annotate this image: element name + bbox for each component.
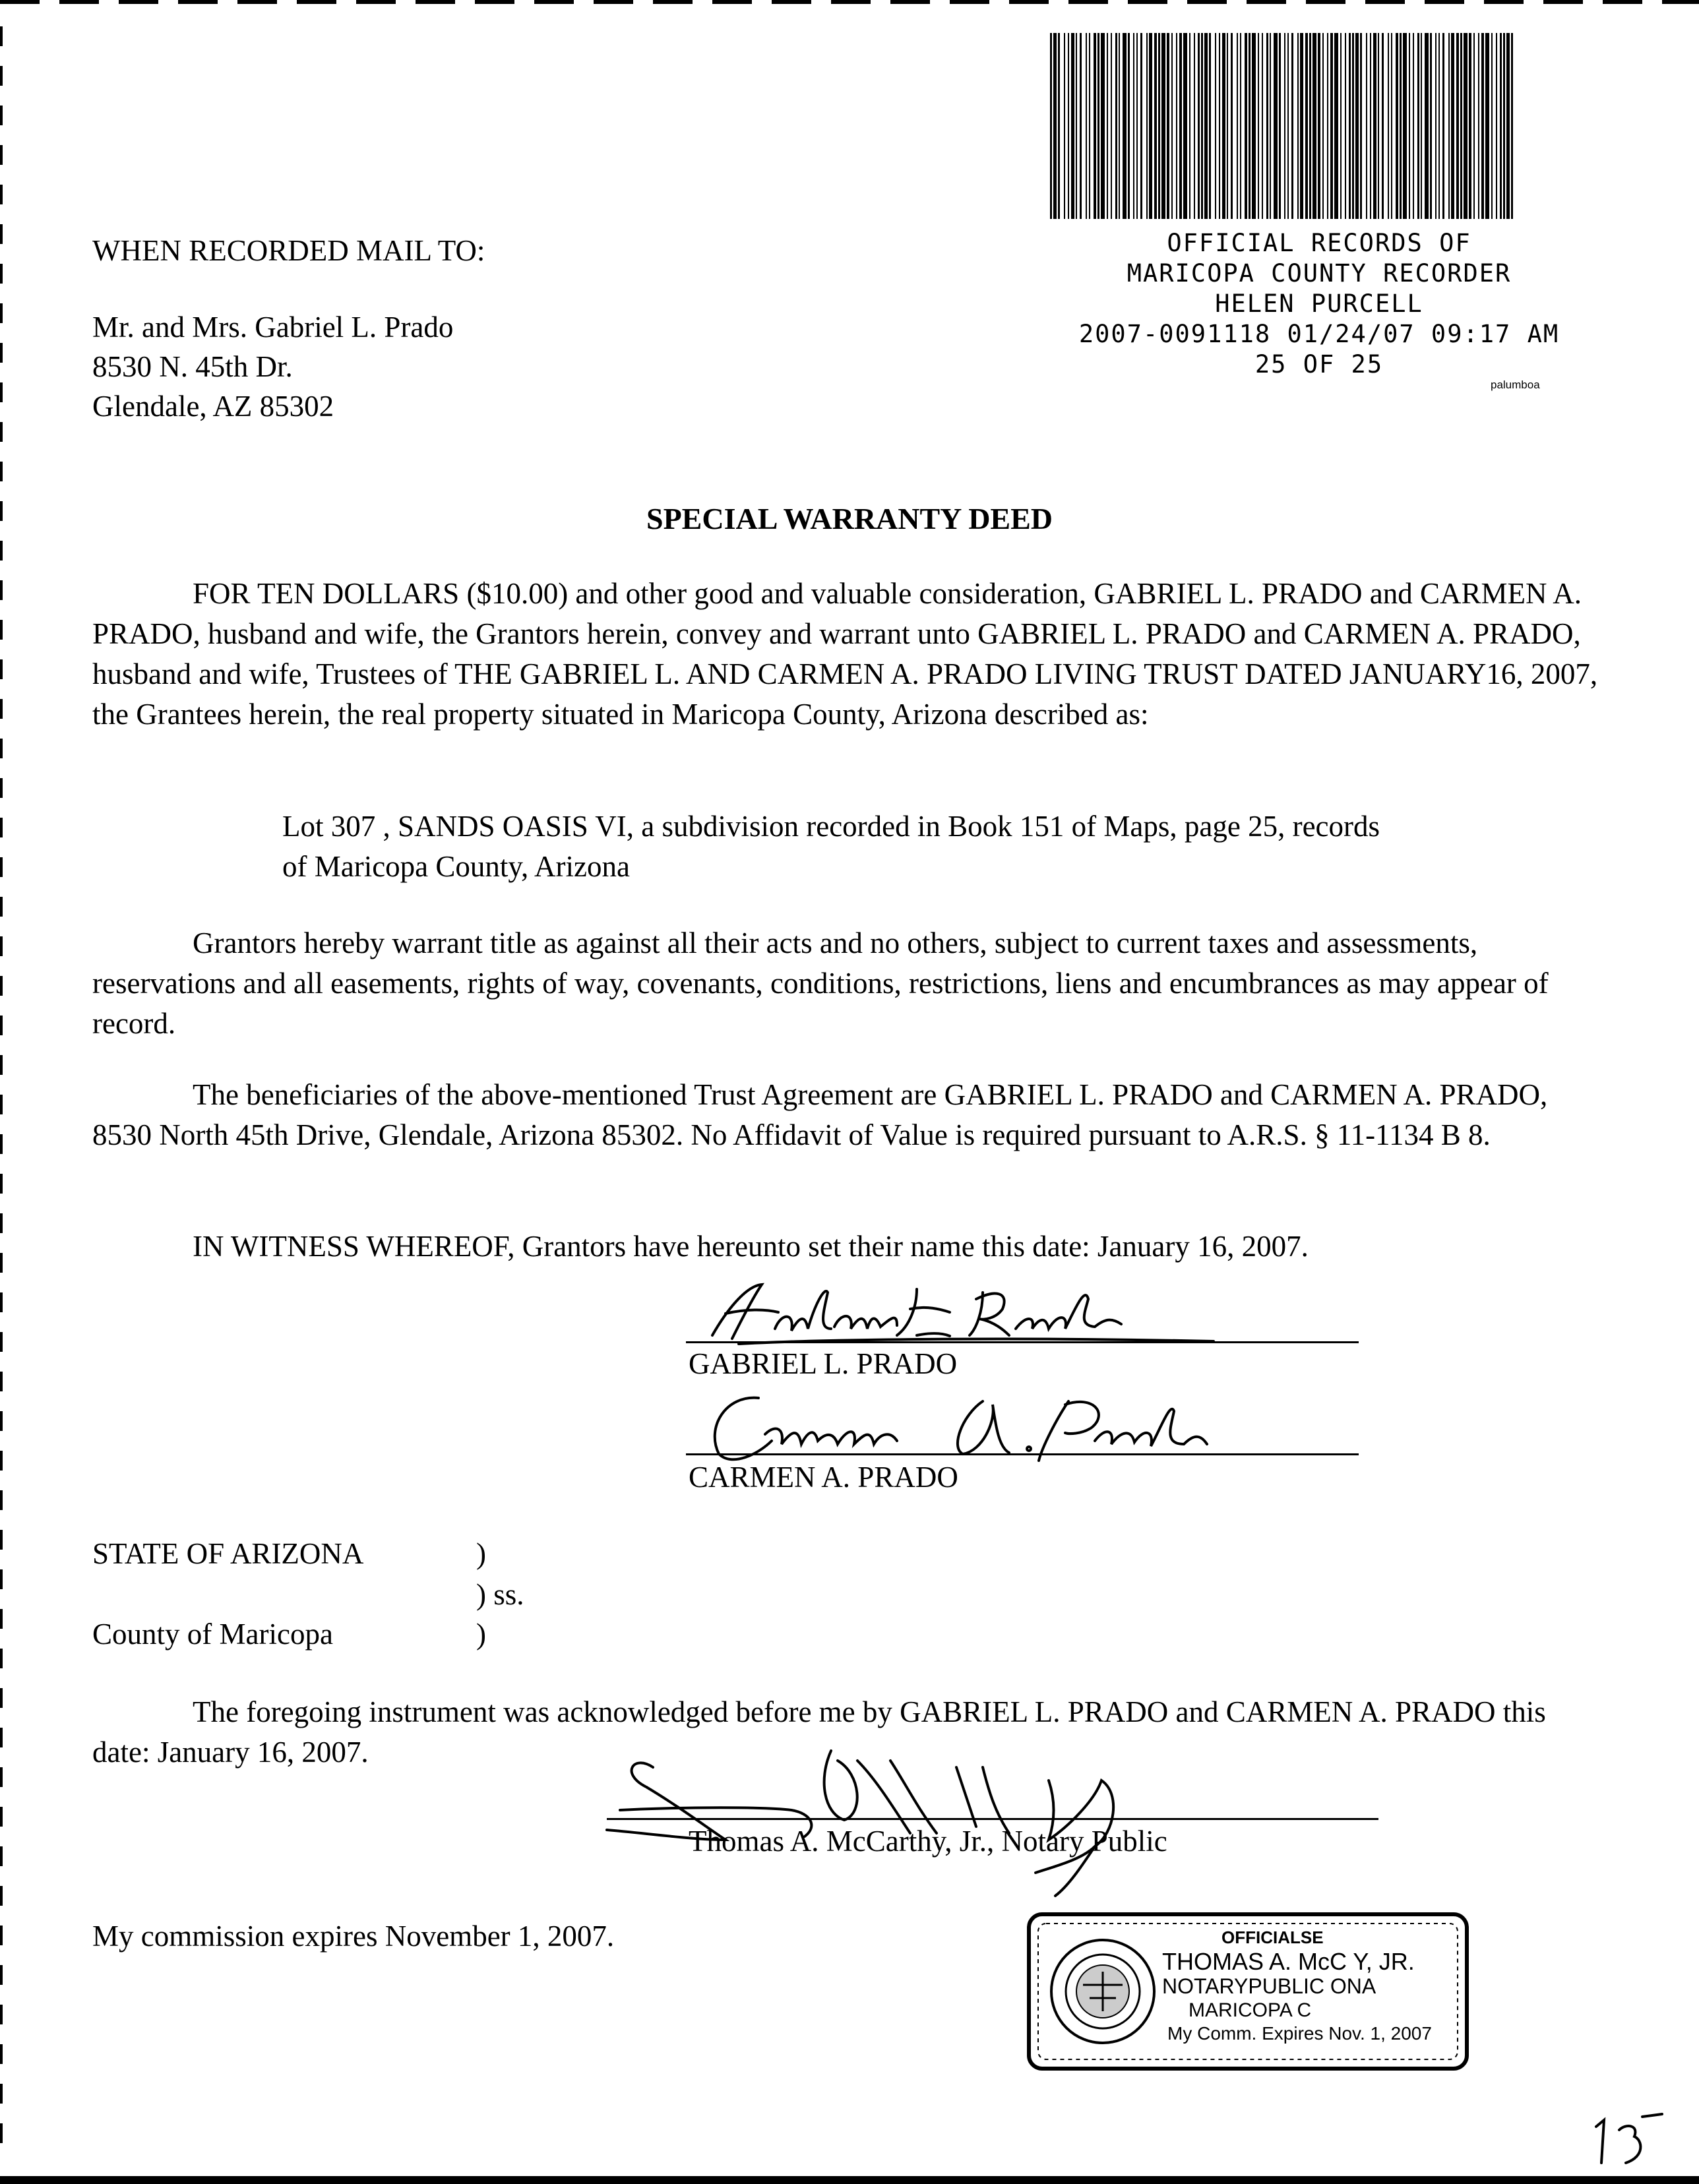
barcode-bar bbox=[1355, 33, 1359, 219]
recorder-line-3: HELEN PURCELL bbox=[1215, 289, 1423, 318]
barcode-bar bbox=[1215, 33, 1216, 219]
notary-seal bbox=[1024, 1909, 1472, 2074]
grantor1-signature-line bbox=[686, 1341, 1359, 1343]
barcode-bar bbox=[1322, 33, 1324, 219]
seal-line-5: My Comm. Expires Nov. 1, 2007 bbox=[1167, 2023, 1432, 2044]
barcode-bar bbox=[1064, 33, 1065, 219]
recorder-line-2: MARICOPA COUNTY RECORDER bbox=[1127, 259, 1512, 288]
barcode-bar bbox=[1115, 33, 1117, 219]
page-count: 25 OF 25 bbox=[1254, 350, 1384, 379]
barcode-bar bbox=[1435, 33, 1436, 219]
barcode-bar bbox=[1287, 33, 1289, 219]
barcode-bar bbox=[1464, 33, 1467, 219]
barcode-bar bbox=[1425, 33, 1429, 219]
barcode-bar bbox=[1053, 33, 1057, 219]
barcode-bar bbox=[1171, 33, 1173, 219]
barcode-bar bbox=[1136, 33, 1138, 219]
barcode-bar bbox=[1403, 33, 1407, 219]
barcode-bar bbox=[1076, 33, 1077, 219]
notary-name-line: Thomas A. McCarthy, Jr., Notary Public bbox=[689, 1825, 1167, 1858]
barcode-bar bbox=[1123, 33, 1127, 219]
barcode-bar bbox=[1149, 33, 1152, 219]
barcode-bar bbox=[1258, 33, 1259, 219]
barcode-bar bbox=[1201, 33, 1203, 219]
conveyance-paragraph: FOR TEN DOLLARS ($10.00) and other good and valuable consideration, GABRIEL L. PRADO and CARMEN A. PRADO, husband and wife, the Grantors herein, convey and warrant unto GABRIEL L. PRADO and CARMEN A. PRADO, husband and wife, Trustees of THE GABRIEL L. AND CARMEN A. PRADO LIVING TRUST DATED JANUARY16, 2007, the Grantees herein, the real property situated in Maricopa County, Arizona described as: bbox=[92, 577, 1598, 731]
venue-paren-1: ) bbox=[476, 1537, 486, 1570]
commission-expiration: My commission expires November 1, 2007. bbox=[92, 1920, 615, 1953]
page-edge-bottom bbox=[0, 2176, 1699, 2184]
barcode-bar bbox=[1240, 33, 1241, 219]
page-edge-top bbox=[0, 0, 1699, 4]
barcode-bar bbox=[1101, 33, 1105, 219]
grantor2-signature bbox=[699, 1388, 1280, 1467]
page-edge-left bbox=[0, 26, 3, 2150]
barcode-bar bbox=[1094, 33, 1096, 219]
barcode-bar bbox=[1270, 33, 1271, 219]
barcode-bar bbox=[1438, 33, 1440, 219]
barcode-bar bbox=[1345, 33, 1346, 219]
barcode-bar bbox=[1209, 33, 1211, 219]
barcode-bar bbox=[1274, 33, 1278, 219]
barcode-bar bbox=[1334, 33, 1338, 219]
barcode-bar bbox=[1111, 33, 1112, 219]
barcode-bar bbox=[1245, 33, 1247, 219]
barcode-bar bbox=[1194, 33, 1195, 219]
venue-ss: ) ss. bbox=[476, 1578, 524, 1611]
barcode-bar bbox=[1349, 33, 1351, 219]
barcode-bar bbox=[1167, 33, 1169, 219]
barcode-bar bbox=[1284, 33, 1285, 219]
grantor2-signature-line bbox=[686, 1453, 1359, 1455]
seal-line-1: OFFICIALSE bbox=[1221, 1927, 1324, 1947]
barcode-bar bbox=[1473, 33, 1475, 219]
barcode-bar bbox=[1409, 33, 1410, 219]
barcode-bar bbox=[1071, 33, 1074, 219]
barcode-bar bbox=[1373, 33, 1376, 219]
barcode-bar bbox=[1068, 33, 1069, 219]
barcode-bar bbox=[1485, 33, 1489, 219]
notary-signature-line bbox=[607, 1818, 1378, 1820]
barcode-bar bbox=[1161, 33, 1165, 219]
barcode-bar bbox=[1050, 33, 1052, 219]
witness-paragraph: IN WITNESS WHEREOF, Grantors have hereunto set their name this date: January 16, 2007. bbox=[193, 1230, 1309, 1263]
barcode-bar bbox=[1460, 33, 1462, 219]
grantor1-name: GABRIEL L. PRADO bbox=[689, 1347, 958, 1380]
recorder-line-1: OFFICIAL RECORDS OF bbox=[1167, 229, 1471, 257]
barcode-bar bbox=[1421, 33, 1422, 219]
barcode-bar bbox=[1396, 33, 1398, 219]
barcode-bar bbox=[1291, 33, 1293, 219]
recording-number: 2007-0091118 01/24/07 09:17 AM bbox=[1078, 320, 1560, 348]
barcode-bar bbox=[1146, 33, 1148, 219]
seal-line-2: THOMAS A. McC Y, JR. bbox=[1162, 1948, 1415, 1975]
barcode-bar bbox=[1128, 33, 1130, 219]
grantor1-signature bbox=[699, 1273, 1227, 1345]
barcode-bar bbox=[1360, 33, 1362, 219]
barcode-bar bbox=[1300, 33, 1303, 219]
barcode-bar bbox=[1506, 33, 1510, 219]
document-title: SPECIAL WARRANTY DEED bbox=[646, 502, 1053, 535]
warranty-paragraph: Grantors hereby warrant title as against all their acts and no others, subject to current taxes and assessments, reservations and all easements, rights of way, covenants, conditions, restrictions, liens and encumbrances as may appear of record. bbox=[92, 926, 1549, 1040]
legal-description: Lot 307 , SANDS OASIS VI, a subdivision recorded in Book 151 of Maps, page 25, records of Maricopa County, Arizona bbox=[282, 810, 1380, 883]
barcode-bar bbox=[1231, 33, 1233, 219]
barcode-bar bbox=[1366, 33, 1367, 219]
notary-signature bbox=[594, 1741, 1253, 1899]
barcode-bar bbox=[1179, 33, 1182, 219]
barcode-bar bbox=[1382, 33, 1384, 219]
barcode-bar bbox=[1469, 33, 1471, 219]
barcode-bar bbox=[1305, 33, 1308, 219]
barcode-bar bbox=[1279, 33, 1281, 219]
barcode-bar bbox=[1330, 33, 1333, 219]
mail-to-city: Glendale, AZ 85302 bbox=[92, 390, 334, 423]
barcode-bar bbox=[1318, 33, 1320, 219]
barcode-bar bbox=[1266, 33, 1268, 219]
seal-line-4: MARICOPA C bbox=[1189, 1999, 1312, 2021]
barcode-bar bbox=[1391, 33, 1392, 219]
barcode-bar bbox=[1352, 33, 1354, 219]
barcode-bar bbox=[1183, 33, 1187, 219]
barcode-bar bbox=[1262, 33, 1263, 219]
barcode-bar bbox=[1086, 33, 1087, 219]
barcode-bar bbox=[1119, 33, 1120, 219]
recorder-stamp bbox=[1035, 228, 1603, 380]
barcode-bar bbox=[1430, 33, 1432, 219]
barcode-bar bbox=[1378, 33, 1379, 219]
barcode-bar bbox=[1198, 33, 1200, 219]
barcode-bar bbox=[1478, 33, 1479, 219]
venue-state: STATE OF ARIZONA bbox=[92, 1537, 364, 1570]
barcode-bar bbox=[1388, 33, 1389, 219]
barcode-bar bbox=[1511, 33, 1513, 219]
barcode-bar bbox=[1417, 33, 1419, 219]
barcode-bar bbox=[1400, 33, 1402, 219]
acknowledgment-paragraph: The foregoing instrument was acknowledged before me by GABRIEL L. PRADO and CARMEN A. PRADO this date: January 16, 2007. bbox=[92, 1695, 1546, 1769]
barcode-bar bbox=[1413, 33, 1414, 219]
barcode-bar bbox=[1189, 33, 1190, 219]
seal-line-3: NOTARYPUBLIC ONA bbox=[1162, 1974, 1376, 1998]
barcode-bar bbox=[1219, 33, 1220, 219]
clerk-id: palumboa bbox=[1491, 379, 1540, 391]
mail-to-heading: WHEN RECORDED MAIL TO: bbox=[92, 234, 485, 267]
barcode-bar bbox=[1140, 33, 1142, 219]
barcode-bar bbox=[1058, 33, 1060, 219]
barcode-bar bbox=[1456, 33, 1459, 219]
barcode-bar bbox=[1370, 33, 1371, 219]
mail-to-name: Mr. and Mrs. Gabriel L. Prado bbox=[92, 311, 454, 344]
beneficiaries-paragraph: The beneficiaries of the above-mentioned Trust Agreement are GABRIEL L. PRADO and CARMEN A. PRADO, 8530 North 45th Drive, Glendale, Arizona 85302. No Affidavit of Value is required pursuant to A.R.S. § 11-1134 B 8. bbox=[92, 1078, 1548, 1151]
barcode-bar bbox=[1340, 33, 1342, 219]
barcode-bar bbox=[1080, 33, 1082, 219]
barcode-bar bbox=[1227, 33, 1228, 219]
barcode-bar bbox=[1327, 33, 1328, 219]
barcode-bar bbox=[1297, 33, 1299, 219]
barcode-bar bbox=[1313, 33, 1316, 219]
barcode-bar bbox=[1158, 33, 1160, 219]
barcode-bar bbox=[1176, 33, 1177, 219]
recording-barcode bbox=[1050, 33, 1513, 219]
barcode-bar bbox=[1491, 33, 1493, 219]
barcode-bar bbox=[1252, 33, 1256, 219]
barcode-bar bbox=[1503, 33, 1505, 219]
barcode-bar bbox=[1451, 33, 1454, 219]
barcode-bar bbox=[1089, 33, 1090, 219]
handwritten-page-mark bbox=[1590, 2110, 1669, 2169]
barcode-bar bbox=[1133, 33, 1134, 219]
barcode-bar bbox=[1204, 33, 1208, 219]
venue-county: County of Maricopa bbox=[92, 1618, 333, 1651]
barcode-bar bbox=[1107, 33, 1108, 219]
barcode-bar bbox=[1481, 33, 1484, 219]
barcode-bar bbox=[1448, 33, 1450, 219]
barcode-bar bbox=[1237, 33, 1238, 219]
barcode-bar bbox=[1154, 33, 1157, 219]
mail-to-street: 8530 N. 45th Dr. bbox=[92, 350, 293, 383]
barcode-bar bbox=[1309, 33, 1311, 219]
barcode-bar bbox=[1097, 33, 1099, 219]
mail-to-block bbox=[92, 231, 485, 426]
grantor2-name: CARMEN A. PRADO bbox=[689, 1461, 958, 1494]
barcode-bar bbox=[1442, 33, 1444, 219]
barcode-bar bbox=[1496, 33, 1497, 219]
barcode-bar bbox=[1500, 33, 1502, 219]
barcode-bar bbox=[1249, 33, 1251, 219]
barcode-bar bbox=[1222, 33, 1225, 219]
venue-paren-3: ) bbox=[476, 1618, 486, 1651]
